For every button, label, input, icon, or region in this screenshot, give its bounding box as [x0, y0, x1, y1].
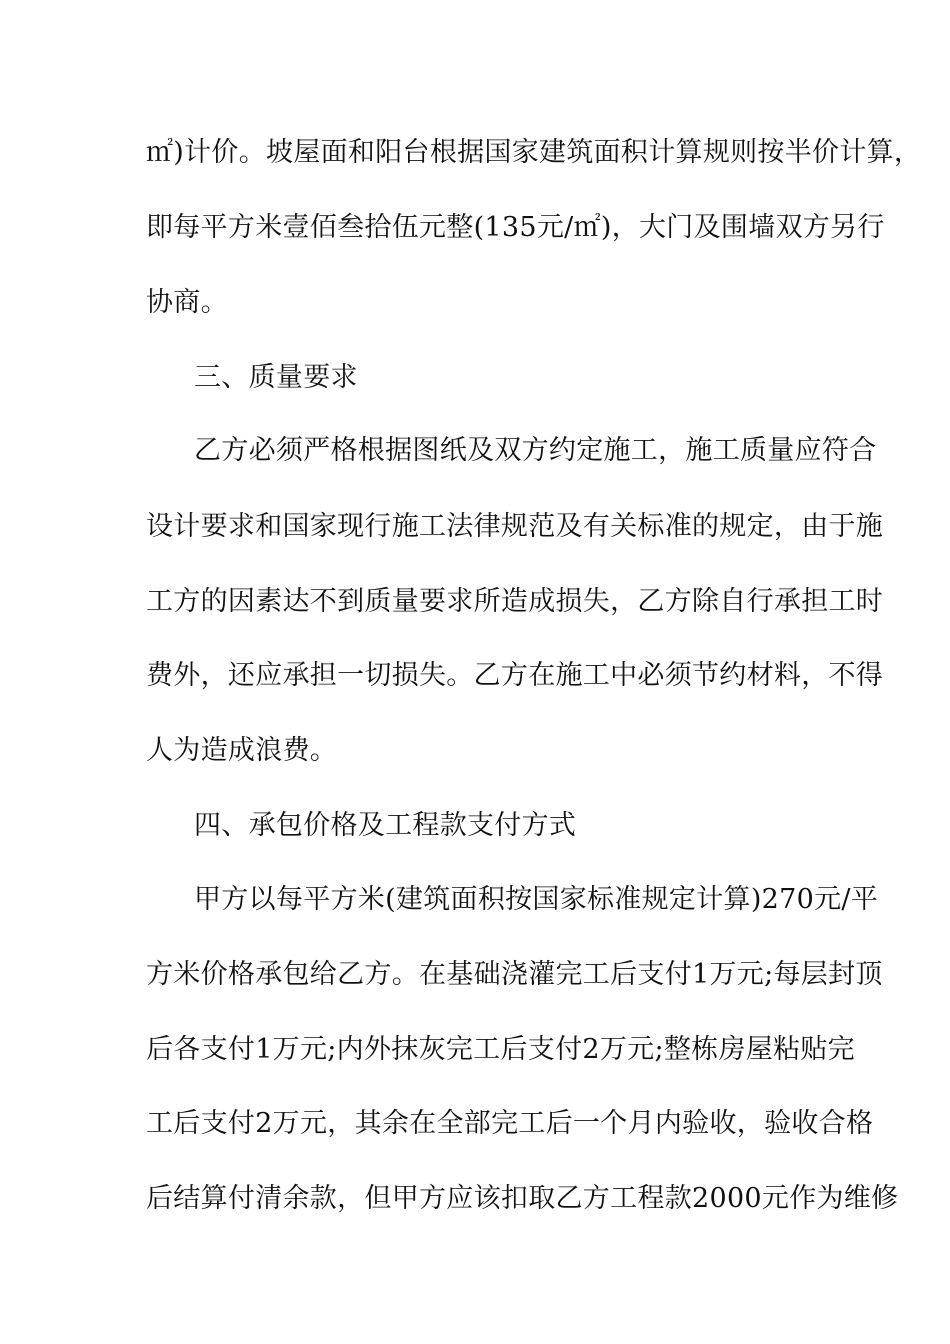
body-line-12: 方米价格承包给乙方。在基础浇灌完工后支付1万元;每层封顶	[146, 959, 883, 990]
body-line-7: 工方的因素达不到质量要求所造成损失，乙方除自行承担工时	[146, 586, 884, 617]
body-line-14: 工后支付2万元，其余在全部完工后一个月内验收，验收合格	[146, 1108, 874, 1139]
body-line-1: ㎡)计价。坡屋面和阳台根据国家建筑面积计算规则按半价计算，	[146, 137, 922, 168]
body-line-6: 设计要求和国家现行施工法律规范及有关标准的规定，由于施	[146, 511, 884, 542]
body-line-15: 后结算付清余款，但甲方应该扣取乙方工程款2000元作为维修	[146, 1183, 899, 1214]
section-heading-quality: 三、质量要求	[194, 362, 358, 393]
body-line-5: 乙方必须严格根据图纸及双方约定施工，施工质量应符合	[194, 435, 877, 466]
body-line-2: 即每平方米壹佰叁拾伍元整(135元/㎡)，大门及围墙双方另行	[146, 212, 885, 243]
body-line-8: 费外，还应承担一切损失。乙方在施工中必须节约材料，不得	[146, 660, 884, 691]
body-line-3: 协商。	[146, 287, 228, 318]
section-heading-price: 四、承包价格及工程款支付方式	[194, 810, 577, 841]
body-line-11: 甲方以每平方米(建筑面积按国家标准规定计算)270元/平	[194, 884, 879, 915]
body-line-9: 人为造成浪费。	[146, 735, 338, 766]
body-line-13: 后各支付1万元;内外抹灰完工后支付2万元;整栋房屋粘贴完	[146, 1034, 855, 1065]
